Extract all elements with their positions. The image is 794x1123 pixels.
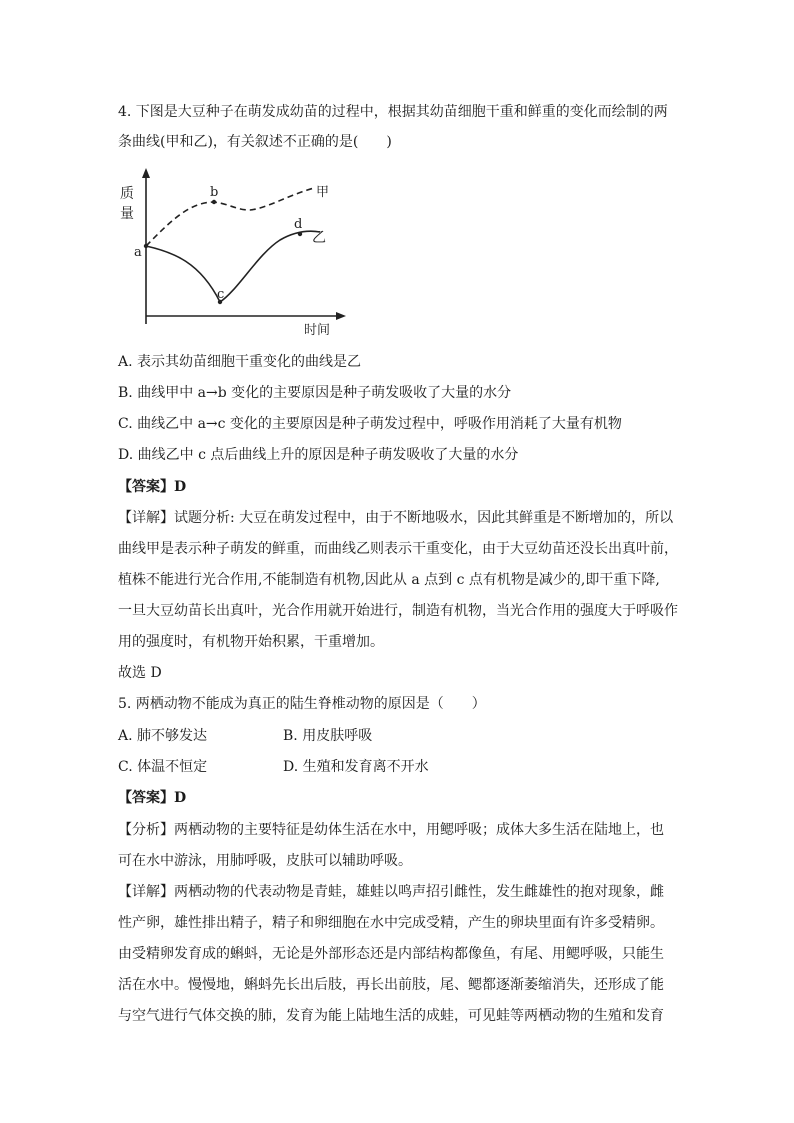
q5-option-d: D. 生殖和发育离不开水 <box>283 759 429 775</box>
q5-detail-line-4: 活在水中。慢慢地，蝌蚪先长出后肢，再长出前肢，尾、鳃都逐渐萎缩消失，还形成了能 <box>118 977 664 993</box>
point-d-dot <box>298 232 302 236</box>
mass-time-graph <box>118 164 358 340</box>
curve-yi <box>146 231 320 302</box>
q5-detail-line-5: 与空气进行气体交换的肺，发育为能上陆地生活的成蛙，可见蛙等两栖动物的生殖和发育 <box>118 1008 664 1024</box>
q5-answer: 【答案】D <box>118 790 187 806</box>
q4-stem-line-2: 条曲线(甲和乙)，有关叙述不正确的是( ) <box>118 134 392 150</box>
q4-detail-line-2: 曲线甲是表示种子萌发的鲜重，而曲线乙则表示干重变化，由于大豆幼苗还没长出真叶前， <box>118 541 678 557</box>
point-a-label: a <box>134 245 142 260</box>
point-c-label: c <box>217 287 225 302</box>
q4-detail-line-4: 一旦大豆幼苗长出真叶，光合作用就开始进行，制造有机物，当光合作用的强度大于呼吸作 <box>118 603 678 619</box>
y-axis-arrow <box>142 168 150 178</box>
point-b-label: b <box>210 185 219 200</box>
curve-jia-label: 甲 <box>316 185 330 200</box>
q4-stem-line-1: 4. 下图是大豆种子在萌发成幼苗的过程中，根据其幼苗细胞干重和鲜重的变化而绘制的两 <box>118 104 668 120</box>
q4-detail-line-1: 【详解】试题分析: 大豆在萌发过程中，由于不断地吸水，因此其鲜重是不断增加的，所以 <box>118 510 674 526</box>
q5-detail-line-3: 由受精卵发育成的蝌蚪，无论是外部形态还是内部结构都像鱼，有尾、用鳃呼吸，只能生 <box>118 946 664 962</box>
q4-option-b: B. 曲线甲中 a→b 变化的主要原因是种子萌发吸收了大量的水分 <box>118 385 512 401</box>
q5-stem: 5. 两栖动物不能成为真正的陆生脊椎动物的原因是（ ） <box>118 696 486 712</box>
q5-option-a: A. 肺不够发达 <box>118 728 208 744</box>
q4-detail-line-3: 植株不能进行光合作用,不能制造有机物,因此从 a 点到 c 点有机物是减少的,即干重下降, <box>118 572 660 588</box>
q5-option-b: B. 用皮肤呼吸 <box>283 728 373 744</box>
q5-option-c: C. 体温不恒定 <box>118 759 208 775</box>
x-axis-arrow <box>336 312 346 320</box>
curve-jia <box>146 188 314 246</box>
q5-detail-line-1: 【详解】两栖动物的代表动物是青蛙，雄蛙以鸣声招引雌性，发生雌雄性的抱对现象，雌 <box>118 884 664 900</box>
q4-answer: 【答案】D <box>118 479 187 495</box>
q5-analysis-line-2: 可在水中游泳，用肺呼吸，皮肤可以辅助呼吸。 <box>118 853 412 869</box>
q5-detail-line-2: 性产卵，雄性排出精子，精子和卵细胞在水中完成受精，产生的卵块里面有许多受精卵。 <box>118 915 664 931</box>
point-a-dot <box>144 244 148 248</box>
curve-yi-label: 乙 <box>312 230 326 246</box>
point-b-dot <box>212 200 216 204</box>
q5-analysis-line-1: 【分析】两栖动物的主要特征是幼体生活在水中，用鳃呼吸；成体大多生活在陆地上，也 <box>118 822 664 838</box>
q4-option-a: A. 表示其幼苗细胞干重变化的曲线是乙 <box>118 354 362 370</box>
q4-option-d: D. 曲线乙中 c 点后曲线上升的原因是种子萌发吸收了大量的水分 <box>118 447 519 463</box>
y-axis-label-1: 质 <box>120 186 134 202</box>
q4-option-c: C. 曲线乙中 a→c 变化的主要原因是种子萌发过程中，呼吸作用消耗了大量有机物 <box>118 416 622 432</box>
x-axis-label: 时间 <box>304 323 331 338</box>
q4-detail-line-5: 用的强度时，有机物开始积累，干重增加。 <box>118 634 384 650</box>
y-axis-label-2: 量 <box>120 206 134 222</box>
point-d-label: d <box>294 217 303 232</box>
q4-choose: 故选 D <box>118 665 162 681</box>
